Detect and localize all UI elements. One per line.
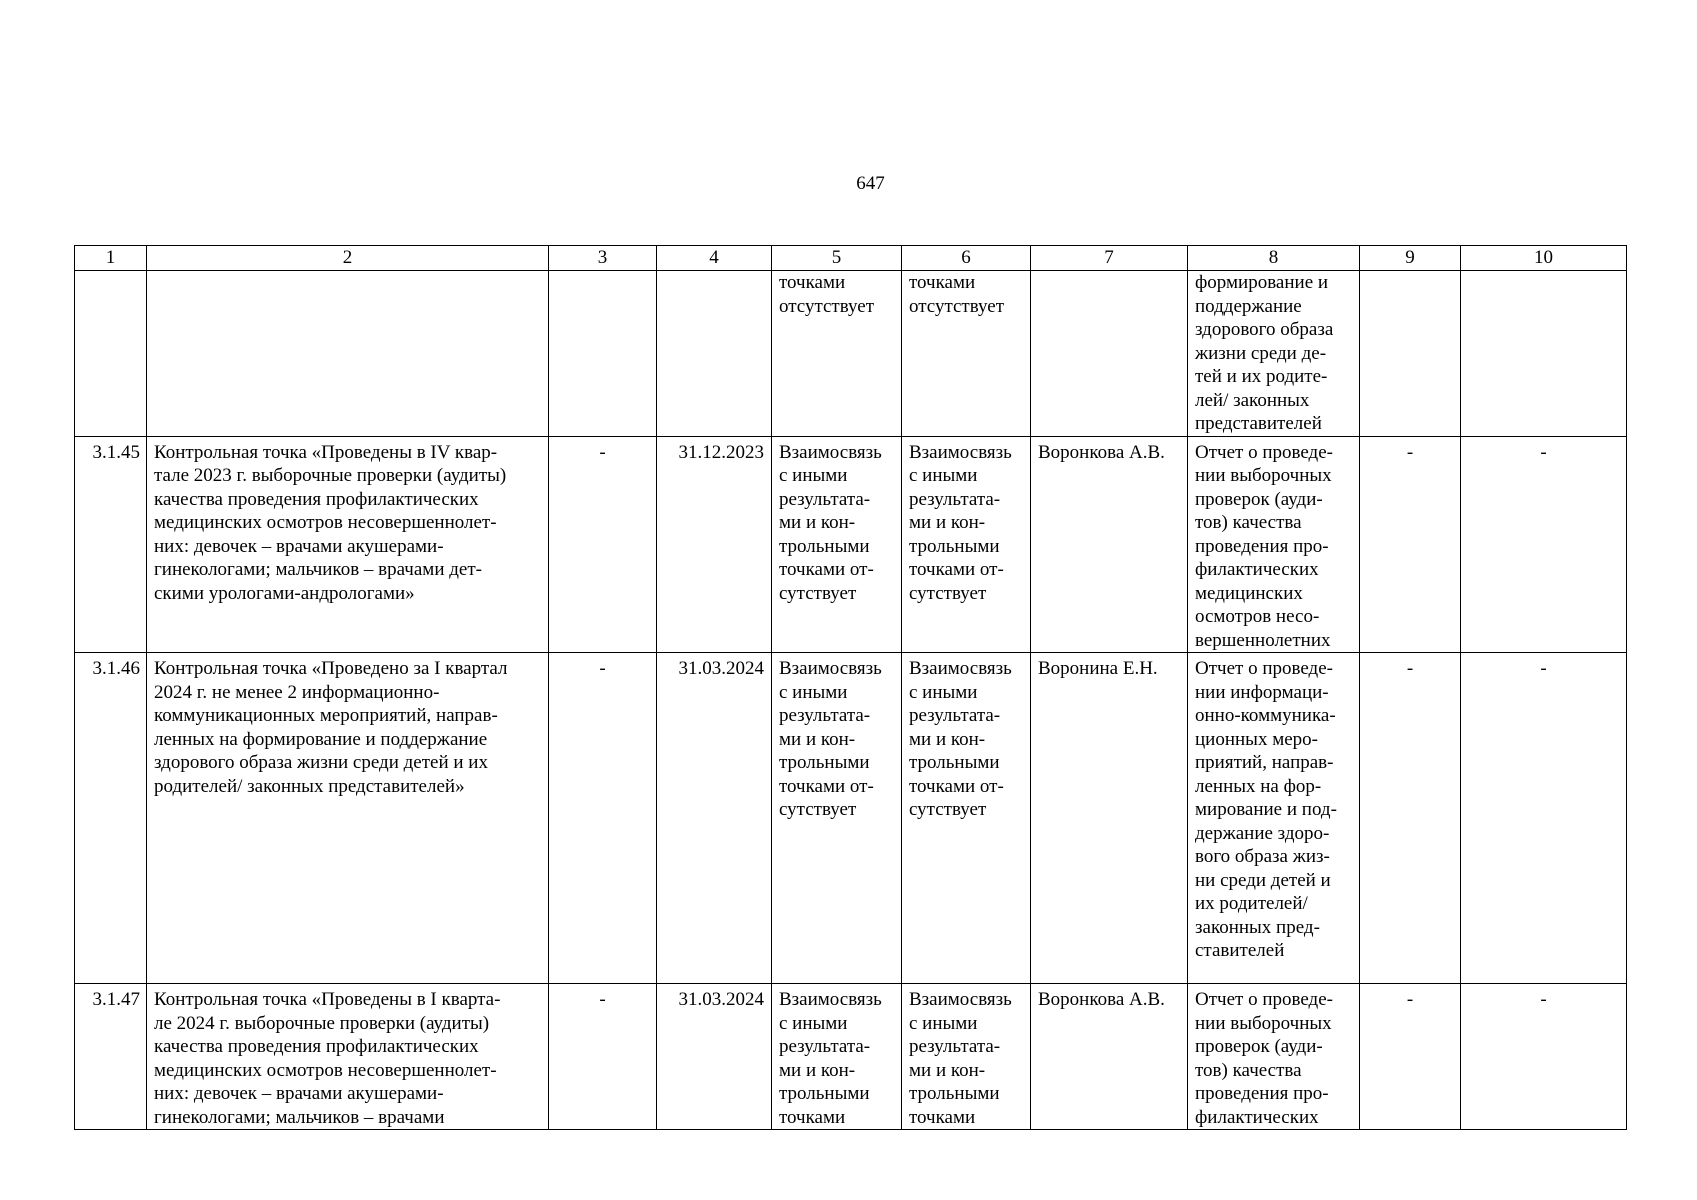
page-number: 647 [856,173,885,194]
col3-value: - [599,989,606,1010]
table-row [75,436,1627,653]
header-cell: 9 [1360,246,1461,271]
control-point-name: Контрольная точка «Проведено за I квартал 2024 г. не менее 2 информационно- коммуникационных мероприятий, направ- ленных на формирование и поддержание здорового образа жизни среди детей и их родителей/ законных представителей» [154,658,508,797]
col9-value: - [1406,658,1414,679]
col10-value: - [1540,658,1547,679]
col6-relation: Взаимосвязь с иными результата- ми и кон- трольными точками от- сутствует [909,441,1012,604]
col5-relation: Взаимосвязь с иными результата- ми и кон- трольными точками [779,989,882,1128]
header-cell: 2 [147,246,549,271]
col6-relation: Взаимосвязь с иными результата- ми и кон- трольными точками от- сутствует [909,658,1012,820]
control-point-name: Контрольная точка «Проведены в IV квар- тале 2023 г. выборочные проверки (аудиты) качества проведения профилактических медицинских осмотров несовершеннолет- них: девочек – врачами акушерами- гинекологами; мальчиков – врачами дет- скими урологами-андрологами» [154,441,507,604]
col6-relation: точками отсутствует [909,272,1005,317]
result-document: Отчет о проведе- нии выборочных проверок (ауди- тов) качества проведения про- филактических [1195,989,1333,1128]
header-cell: 8 [1188,246,1360,271]
header-cell: 7 [1031,246,1188,271]
col3-value: - [599,658,606,679]
header-cell: 3 [549,246,657,271]
result-document: Отчет о проведе- нии выборочных проверок (ауди- тов) качества проведения про- филактических медицинских осмотров несо- вершеннолетних [1195,441,1333,651]
table-row [75,984,1627,1130]
result-document: формирование и поддержание здорового образа жизни среди де- тей и их родите- лей/ законных представителей [1195,272,1334,434]
col5-relation: Взаимосвязь с иными результата- ми и кон- трольными точками от- сутствует [779,441,882,604]
responsible-person: Воронина Е.Н. [1038,658,1158,679]
result-document: Отчет о проведе- нии информаци- онно-коммуника- ционных меро- приятий, направ- ленных на фор- мирование и под- держание здоро- вого образа жиз- ни среди детей и их родителей/ законных пред- ставителей [1195,658,1337,961]
due-date: 31.03.2024 [678,989,764,1010]
due-date: 31.12.2023 [678,441,764,463]
header-cell: 5 [772,246,902,271]
row-number: 3.1.46 [92,658,140,679]
header-cell: 1 [75,246,147,271]
col9-value: - [1406,441,1414,463]
header-cell: 6 [902,246,1031,271]
control-points-table [74,245,1627,1130]
col3-value: - [599,441,606,463]
responsible-person: Воронкова А.В. [1038,989,1165,1010]
col6-relation: Взаимосвязь с иными результата- ми и кон- трольными точками [909,989,1012,1128]
col10-value: - [1540,989,1547,1010]
col5-relation: Взаимосвязь с иными результата- ми и кон- трольными точками от- сутствует [779,658,882,820]
table-row [75,271,1627,437]
due-date: 31.03.2024 [678,658,764,679]
header-cell: 4 [657,246,772,271]
col5-relation: точками отсутствует [779,272,875,317]
col9-value: - [1406,989,1414,1010]
table-row [75,653,1627,984]
row-number: 3.1.45 [92,441,140,463]
header-cell: 10 [1461,246,1627,271]
column-number-row [75,246,1627,271]
col10-value: - [1540,441,1547,463]
control-point-name: Контрольная точка «Проведены в I кварта- ле 2024 г. выборочные проверки (аудиты) качества проведения профилактических медицинских осмотров несовершеннолет- них: девочек – врачами акушерами- гинекологами; мальчиков – врачами [154,989,501,1128]
responsible-person: Воронкова А.В. [1038,441,1165,463]
row-number: 3.1.47 [92,989,140,1010]
